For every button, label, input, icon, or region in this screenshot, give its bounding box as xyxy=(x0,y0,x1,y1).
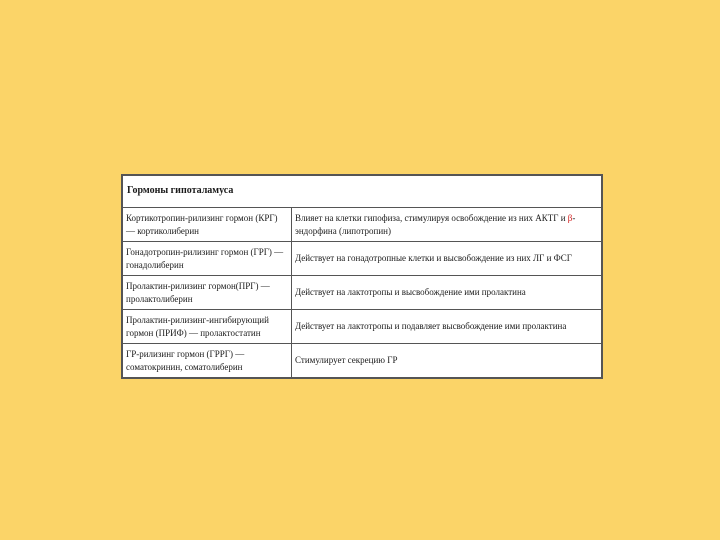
table-row xyxy=(123,344,602,378)
hormone-effect-cell: Стимулирует секрецию ГР xyxy=(292,344,602,378)
effect-text: -эндорфина (липотропин) xyxy=(295,213,576,236)
hormone-name-cell: Пролактин-рилизинг-ингибирующий гормон (ПРИФ) — пролактостатин xyxy=(123,310,292,344)
hormones-table xyxy=(121,174,603,379)
hormone-effect-cell: Действует на лактотропы и подавляет высвобождение ими пролактина xyxy=(292,310,602,344)
hormones-table-grid xyxy=(122,175,602,378)
table-title: Гормоны гипоталамуса xyxy=(123,176,602,208)
effect-text: Влияет на клетки гипофиза, стимулируя освобождение из них АКТГ и xyxy=(295,213,568,223)
hormone-effect-cell xyxy=(292,208,602,242)
table-row xyxy=(123,208,602,242)
hormone-name-cell: ГР-рилизинг гормон (ГРРГ) — соматокринин, соматолиберин xyxy=(123,344,292,378)
hormone-effect-cell: Действует на лактотропы и высвобождение ими пролактина xyxy=(292,276,602,310)
hormone-name-cell: Кортикотропин-рилизинг гормон (КРГ) — кортиколиберин xyxy=(123,208,292,242)
beta-symbol: β xyxy=(567,213,573,223)
table-row xyxy=(123,242,602,276)
hormone-name-cell: Пролактин-рилизинг гормон(ПРГ) — пролактолиберин xyxy=(123,276,292,310)
table-row xyxy=(123,310,602,344)
hormone-name-cell: Гонадотропин-рилизинг гормон (ГРГ) — гонадолиберин xyxy=(123,242,292,276)
table-row xyxy=(123,276,602,310)
table-header-row xyxy=(123,176,602,208)
hormone-effect-cell: Действует на гонадотропные клетки и высвобождение из них ЛГ и ФСГ xyxy=(292,242,602,276)
